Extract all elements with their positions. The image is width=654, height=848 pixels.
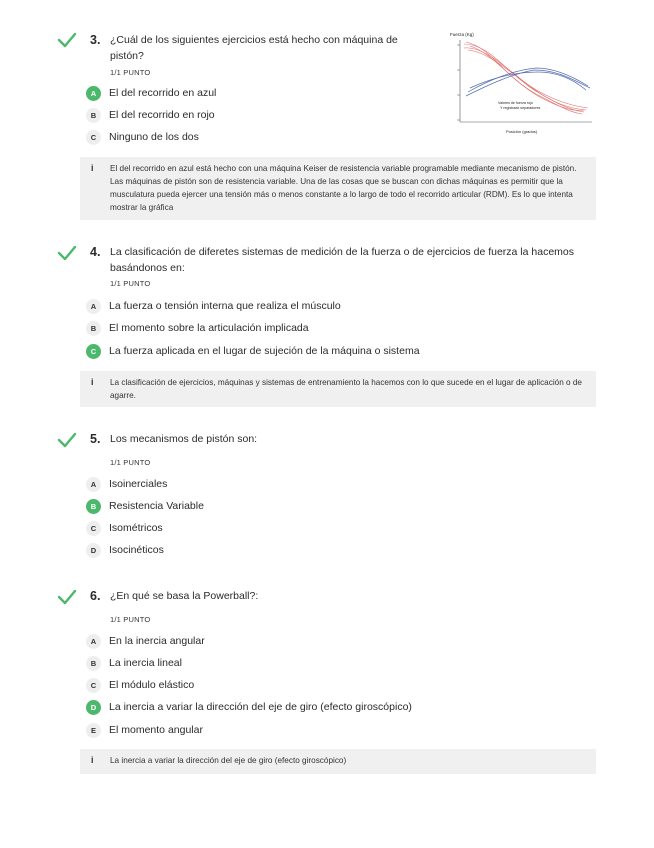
- option-badge: A: [86, 477, 101, 492]
- check-icon: [57, 32, 77, 48]
- info-icon: i: [91, 163, 94, 173]
- graph-xlabel: Posición (grados): [506, 129, 538, 134]
- option-label: La inercia a variar la dirección del eje de giro (efecto giroscópico): [109, 701, 412, 713]
- question-number: 3.: [90, 33, 101, 47]
- option-badge: B: [86, 656, 101, 671]
- option-badge: B: [86, 108, 101, 123]
- option-badge: D: [86, 700, 101, 715]
- option-label: En la inercia angular: [109, 635, 205, 647]
- option-label: El momento sobre la articulación implicada: [109, 322, 309, 334]
- force-position-graph: [444, 30, 596, 140]
- option-badge: C: [86, 130, 101, 145]
- option-b[interactable]: [86, 654, 182, 672]
- graph-legend-2: Y registrado separadores: [500, 106, 541, 110]
- option-badge: A: [86, 634, 101, 649]
- option-label: Isométricos: [109, 522, 163, 534]
- question-text: ¿Cuál de los siguientes ejercicios está hecho con máquina de pistón?: [110, 34, 398, 62]
- option-c[interactable]: [86, 342, 420, 360]
- graph-ylabel: Fuerza (Kg): [450, 32, 474, 37]
- feedback-text: El del recorrido en azul está hecho con una máquina Keiser de resistencia variable programable mediante mecanismo de pistón. Las máquinas de pistón son de resistencia variable. Una de las cosas que se buscan con dichas máquinas es permitir que la musculatura pueda ejercer una tensión más o menos constante a lo largo de todo el recorrido articular (RDM). Es lo que intenta mostrar la gráfica: [110, 164, 577, 212]
- option-e[interactable]: [86, 721, 203, 739]
- info-icon: i: [91, 755, 94, 765]
- option-d[interactable]: [86, 541, 164, 559]
- option-badge: C: [86, 521, 101, 536]
- option-badge: E: [86, 723, 101, 738]
- question-points: 1/1 PUNTO: [110, 279, 151, 288]
- check-icon: [57, 432, 77, 448]
- question-text: La clasificación de diferetes sistemas de medición de la fuerza o de ejercicios de fuerza la hacemos basándonos en:: [110, 246, 574, 274]
- option-badge: B: [86, 499, 101, 514]
- option-label: El del recorrido en rojo: [109, 109, 215, 121]
- option-label: Isoinerciales: [109, 478, 168, 490]
- feedback-box: [80, 749, 596, 774]
- question-number: 5.: [90, 432, 101, 446]
- option-a[interactable]: [86, 475, 167, 493]
- option-label: La inercia lineal: [109, 657, 182, 669]
- option-label: Ninguno de los dos: [109, 131, 199, 143]
- option-c[interactable]: [86, 676, 194, 694]
- option-badge: D: [86, 543, 101, 558]
- question-points: 1/1 PUNTO: [110, 68, 151, 77]
- question-points: 1/1 PUNTO: [110, 458, 151, 467]
- question-points: 1/1 PUNTO: [110, 615, 151, 624]
- option-badge: A: [86, 86, 101, 101]
- question-text: ¿En qué se basa la Powerball?:: [110, 590, 259, 602]
- option-label: El del recorrido en azul: [109, 87, 217, 99]
- option-b[interactable]: [86, 106, 215, 124]
- feedback-text: La inercia a variar la dirección del eje de giro (efecto giroscópico): [110, 756, 347, 765]
- option-c[interactable]: [86, 128, 199, 146]
- option-a[interactable]: [86, 297, 341, 315]
- option-badge: B: [86, 321, 101, 336]
- feedback-text: La clasificación de ejercicios, máquinas y sistemas de entrenamiento la hacemos con lo que sucede en el lugar de aplicación o de agarre.: [110, 378, 582, 400]
- option-badge: C: [86, 344, 101, 359]
- option-a[interactable]: [86, 632, 205, 650]
- option-badge: A: [86, 299, 101, 314]
- check-icon: [57, 245, 77, 261]
- option-b[interactable]: [86, 497, 204, 515]
- option-badge: C: [86, 678, 101, 693]
- feedback-box: [80, 371, 596, 407]
- question-number: 6.: [90, 589, 101, 603]
- check-icon: [57, 589, 77, 605]
- option-label: Isocinéticos: [109, 544, 164, 556]
- option-a[interactable]: [86, 84, 216, 102]
- info-icon: i: [91, 377, 94, 387]
- option-label: El momento angular: [109, 724, 203, 736]
- option-c[interactable]: [86, 519, 163, 537]
- question-text: Los mecanismos de pistón son:: [110, 433, 258, 445]
- graph-legend-1: Valores de fuerza rojo: [498, 101, 533, 105]
- question-number: 4.: [90, 245, 101, 259]
- option-b[interactable]: [86, 319, 309, 337]
- option-label: El módulo elástico: [109, 679, 195, 691]
- option-label: Resistencia Variable: [109, 500, 204, 512]
- option-d[interactable]: [86, 698, 412, 716]
- feedback-box: [80, 157, 596, 220]
- option-label: La fuerza aplicada en el lugar de sujeción de la máquina o sistema: [109, 345, 420, 357]
- option-label: La fuerza o tensión interna que realiza el músculo: [109, 300, 341, 312]
